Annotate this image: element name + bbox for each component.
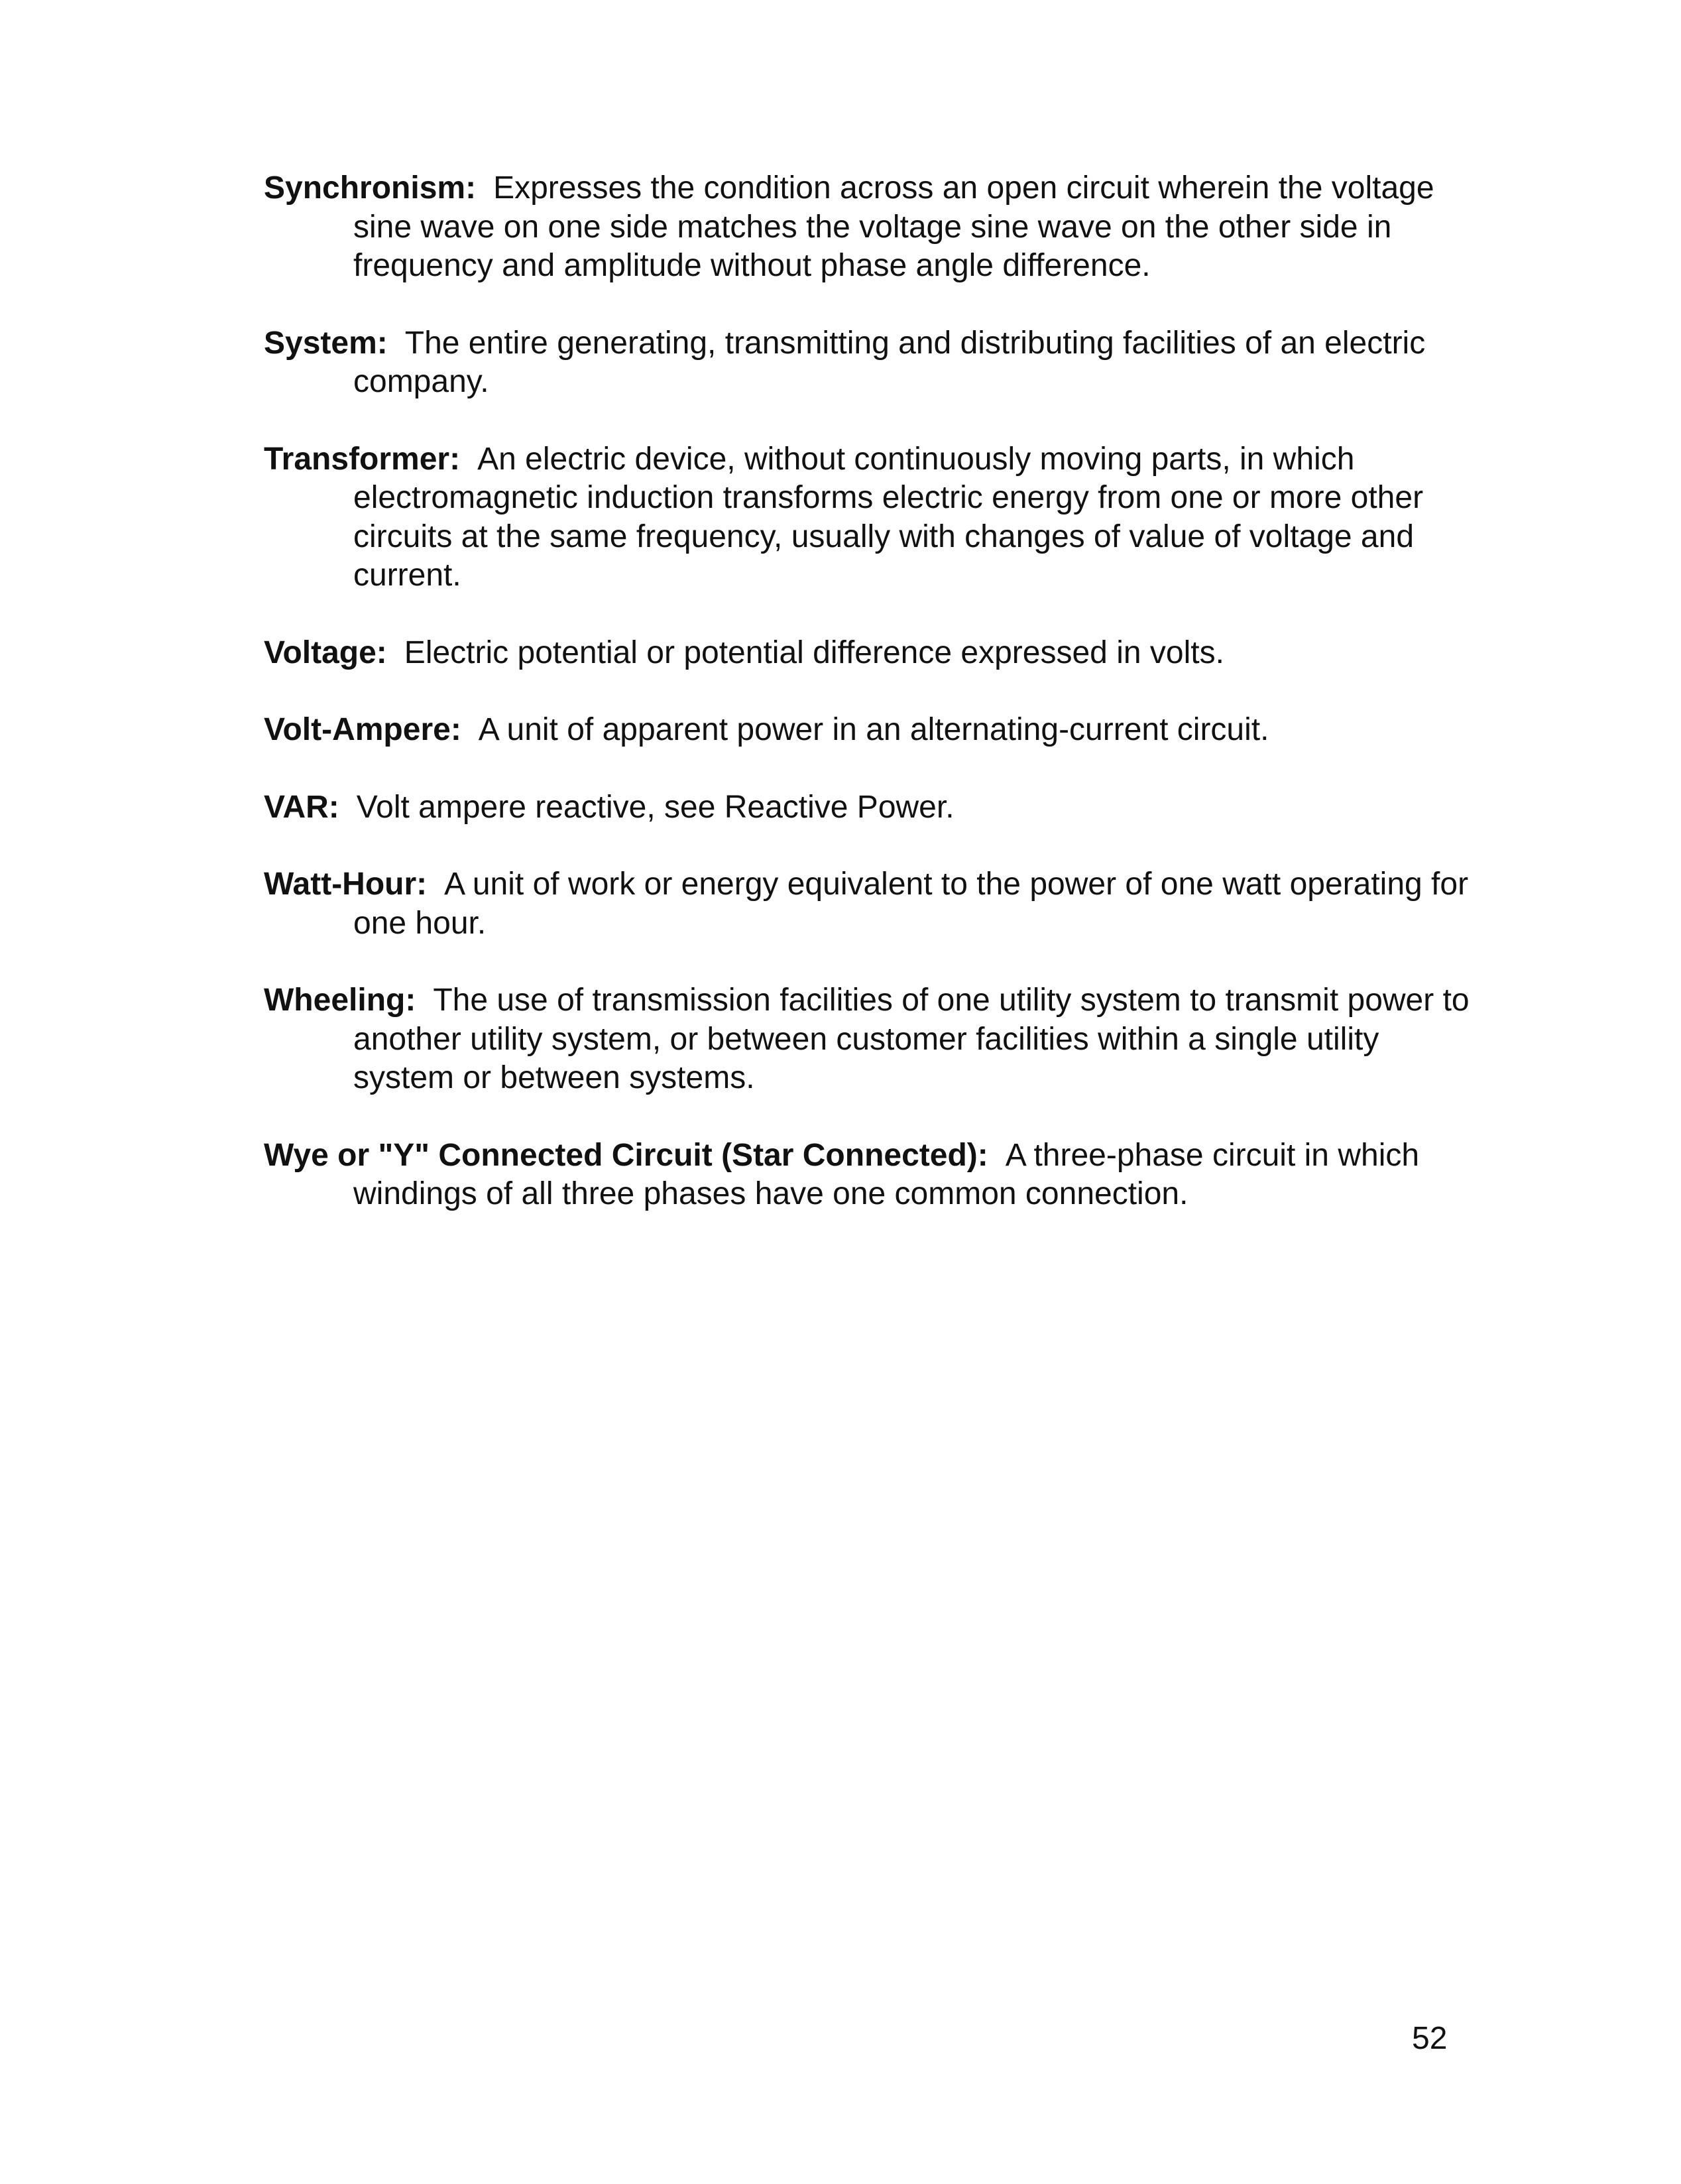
glossary-entry-voltage [264, 634, 1470, 673]
glossary-entry-transformer [264, 440, 1470, 595]
glossary-definition: A unit of work or energy equivalent to the power of one watt operating for one hour. [353, 867, 1469, 941]
glossary-entry-var [264, 788, 1470, 827]
glossary-term: Watt-Hour: [264, 867, 428, 902]
glossary-definition: Electric potential or potential difference expressed in volts. [404, 635, 1224, 670]
glossary-entry-volt-ampere [264, 711, 1470, 750]
glossary-definition: The entire generating, transmitting and distributing facilities of an electric company. [353, 325, 1426, 399]
glossary-entry-watt-hour [264, 865, 1470, 943]
glossary-term: Synchronism: [264, 170, 477, 206]
glossary-definition: A unit of apparent power in an alternating-current circuit. [478, 712, 1269, 747]
glossary-definition: Volt ampere reactive, see Reactive Power. [356, 789, 955, 825]
glossary-entry-wheeling [264, 981, 1470, 1098]
glossary-list [264, 169, 1470, 1252]
glossary-term: Wye or "Y" Connected Circuit (Star Connected): [264, 1137, 988, 1173]
glossary-term: Voltage: [264, 635, 387, 670]
glossary-definition: An electric device, without continuously moving parts, in which electromagnetic induction transforms electric energy from one or more other circuits at the same frequency, usually with changes of value of voltage and current. [353, 441, 1424, 593]
glossary-entry-system [264, 324, 1470, 402]
glossary-definition: A three-phase circuit in which windings of all three phases have one common connection. [353, 1137, 1420, 1211]
glossary-term: System: [264, 325, 388, 361]
glossary-term: Wheeling: [264, 983, 416, 1018]
glossary-term: VAR: [264, 789, 339, 825]
glossary-term: Volt-Ampere: [264, 712, 461, 747]
glossary-definition: Expresses the condition across an open circuit wherein the voltage sine wave on one side matches the voltage sine wave on the other side in frequency and amplitude without phase angle difference. [353, 170, 1434, 283]
glossary-term: Transformer: [264, 441, 461, 477]
glossary-entry-wye-connected-circuit [264, 1136, 1470, 1214]
glossary-entry-synchronism [264, 169, 1470, 286]
glossary-definition: The use of transmission facilities of one utility system to transmit power to another utility system, or between customer facilities within a single utility system or between systems. [353, 983, 1470, 1095]
page-number: 52 [1412, 2021, 1448, 2056]
